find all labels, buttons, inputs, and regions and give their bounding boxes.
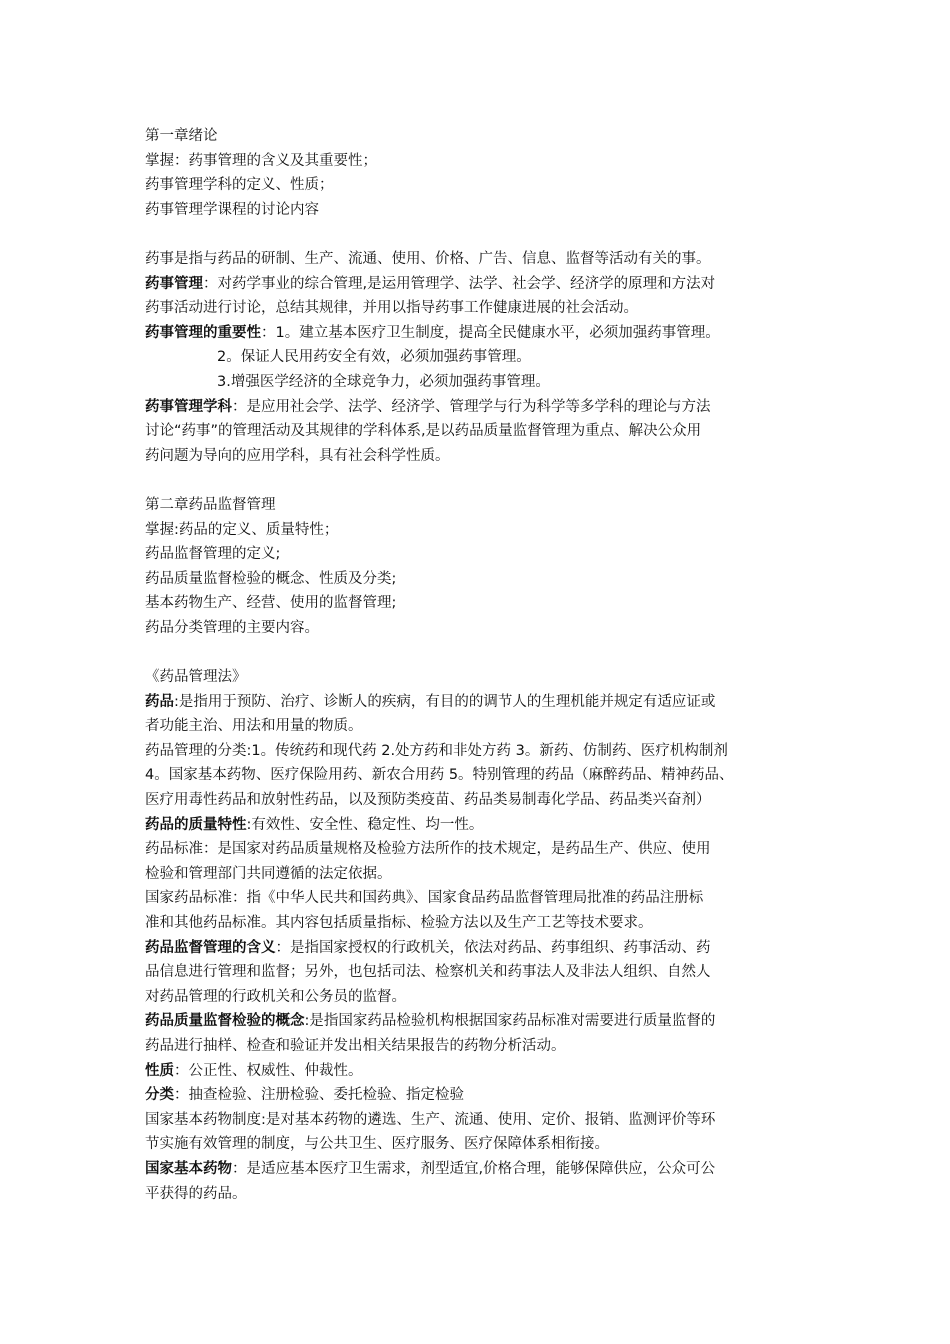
paragraph-text: 讨论“药事”的管理活动及其规律的学科体系,是以药品质量监督管理为重点、解决公众用 (145, 423, 702, 440)
chapter2-goal: 掌握:药品的定义、质量特性； (145, 521, 339, 538)
term-label: 药事管理的重要性 (145, 324, 261, 341)
paragraph-text: 检验和管理部门共同遵循的法定依据。 (145, 865, 392, 882)
paragraph-category (145, 1083, 815, 1108)
paragraph-discipline (145, 395, 815, 469)
paragraph-basic-system (145, 1108, 815, 1157)
paragraph-text: 国家基本药物制度:是对基本药物的遴选、生产、流通、使用、定价、报销、监测评价等环 (145, 1111, 716, 1128)
chapter1-goal: 药事管理学课程的讨论内容 (145, 201, 319, 218)
paragraph-text: 节实施有效管理的制度，与公共卫生、医疗服务、医疗保障体系相衔接。 (145, 1136, 609, 1153)
paragraph-text: ：抽查检验、注册检验、委托检验、指定检验 (174, 1087, 464, 1104)
paragraph-text: :是指用于预防、治疗、诊断人的疾病，有目的的调节人的生理机能并规定有适应证或 (174, 693, 716, 710)
paragraph-text: 国家药品标准：指《中华人民共和国药典》、国家食品药品监督管理局批准的药品注册标 (145, 890, 704, 907)
paragraph-text: 药品管理的分类:1。传统药和现代药 2.处方药和非处方药 3。新药、仿制药、医疗机构制剂 (145, 742, 728, 759)
paragraph-text: 3.增强医学经济的全球竞争力，必须加强药事管理。 (217, 373, 550, 390)
paragraph-pharmacy-management (145, 272, 815, 321)
paragraph-text: 平获得的药品。 (145, 1185, 247, 1202)
paragraph-text: ：对药学事业的综合管理,是运用管理学、法学、社会学、经济学的原理和方法对 (203, 275, 716, 292)
paragraph-text: 2。保证人民用药安全有效，必须加强药事管理。 (217, 349, 531, 366)
term-label: 分类 (145, 1087, 174, 1104)
term-label: 药品监督管理的含义 (145, 939, 276, 956)
paragraph-classification (145, 739, 815, 813)
paragraph-text: 药事活动进行讨论，总结其规律，并用以指导药事工作健康进展的社会活动。 (145, 300, 638, 317)
paragraph-text: 药问题为导向的应用学科，具有社会科学性质。 (145, 447, 450, 464)
paragraph-national-standard (145, 886, 815, 935)
paragraph-text: 4。国家基本药物、医疗保险用药、新农合用药 5。特别管理的药品（麻醉药品、精神药品、 (145, 767, 734, 784)
paragraph-text: ：是适应基本医疗卫生需求，剂型适宜,价格合理，能够保障供应，公众可公 (232, 1160, 716, 1177)
chapter1-goal: 掌握：药事管理的含义及其重要性； (145, 152, 377, 169)
paragraph-inspection (145, 1009, 815, 1058)
paragraph-text: 者功能主治、用法和用量的物质。 (145, 718, 363, 735)
chapter2-title: 第二章药品监督管理 (145, 496, 276, 513)
document-page (145, 124, 815, 1206)
paragraph-supervision (145, 936, 815, 1010)
chapter2-goal: 基本药物生产、经营、使用的监督管理; (145, 595, 397, 612)
chapter2-goal: 药品分类管理的主要内容。 (145, 619, 319, 636)
paragraph-definition: 药事是指与药品的研制、生产、流通、使用、价格、广告、信息、监督等活动有关的事。 (145, 250, 711, 267)
paragraph-importance (145, 321, 815, 395)
law-title: 《药品管理法》 (145, 669, 247, 686)
paragraph-text: ：是应用社会学、法学、经济学、管理学与行为科学等多学科的理论与方法 (232, 398, 711, 415)
blank-line (145, 222, 815, 247)
paragraph-text: :有效性、安全性、稳定性、均一性。 (246, 816, 484, 833)
chapter1-title: 第一章绪论 (145, 128, 218, 144)
paragraph-text: 药品进行抽样、检查和验证并发出相关结果报告的药物分析活动。 (145, 1037, 566, 1054)
term-label: 药品 (145, 693, 174, 710)
paragraph-text: ：是指国家授权的行政机关，依法对药品、药事组织、药事活动、药 (275, 939, 711, 956)
paragraph-text: 药品标准：是国家对药品质量规格及检验方法所作的技术规定，是药品生产、供应、使用 (145, 841, 711, 858)
paragraph-text: ：公正性、权威性、仲裁性。 (174, 1062, 363, 1079)
paragraph-basic-drug (145, 1157, 815, 1206)
term-label: 药事管理学科 (145, 398, 232, 415)
term-label: 药品质量监督检验的概念 (145, 1013, 305, 1030)
paragraph-text: :是指国家药品检验机构根据国家药品标准对需要进行质量监督的 (304, 1013, 716, 1030)
paragraph-text: 准和其他药品标准。其内容包括质量指标、检验方法以及生产工艺等技术要求。 (145, 915, 653, 931)
term-label: 药品的质量特性 (145, 816, 247, 833)
paragraph-text: 对药品管理的行政机关和公务员的监督。 (145, 988, 406, 1005)
paragraph-standard (145, 837, 815, 886)
chapter1-goal: 药事管理学科的定义、性质； (145, 177, 334, 194)
blank-line (145, 640, 815, 665)
chapter2-goal: 药品质量监督检验的概念、性质及分类; (145, 570, 397, 587)
term-label: 药事管理 (145, 275, 203, 292)
paragraph-drug (145, 690, 815, 739)
paragraph-text: 医疗用毒性药品和放射性药品，以及预防类疫苗、药品类易制毒化学品、药品类兴奋剂） (145, 792, 711, 809)
term-label: 国家基本药物 (145, 1160, 232, 1177)
chapter2-goal: 药品监督管理的定义; (145, 546, 281, 563)
term-label: 性质 (145, 1062, 174, 1079)
paragraph-text: ：1。建立基本医疗卫生制度，提高全民健康水平，必须加强药事管理。 (261, 324, 720, 341)
paragraph-quality (145, 813, 815, 838)
blank-line (145, 468, 815, 493)
paragraph-text: 品信息进行管理和监督；另外，也包括司法、检察机关和药事法人及非法人组织、自然人 (145, 964, 711, 981)
paragraph-nature (145, 1059, 815, 1084)
